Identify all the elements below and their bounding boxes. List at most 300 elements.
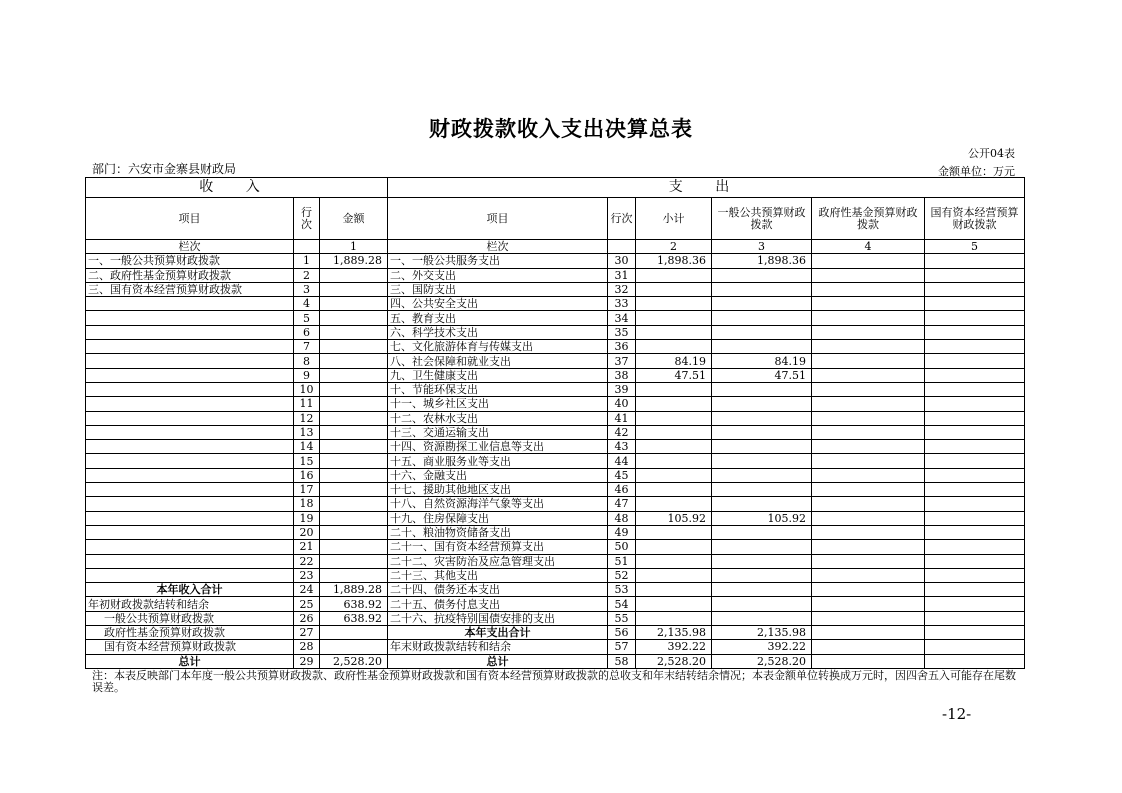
right-item: 九、卫生健康支出 [388, 368, 608, 382]
fund-budget [812, 368, 925, 382]
left-item [86, 525, 294, 539]
left-item: 一般公共预算财政拨款 [86, 611, 294, 625]
left-amount: 2,528.20 [320, 654, 388, 668]
subtotal: 392.22 [636, 640, 712, 654]
capital-budget [925, 282, 1025, 296]
table-row [86, 454, 1025, 468]
column-header-row [86, 198, 1025, 240]
right-item: 二十四、债务还本支出 [388, 583, 608, 597]
capital-budget [925, 468, 1025, 482]
fund-budget [812, 554, 925, 568]
right-item: 五、教育支出 [388, 311, 608, 325]
general-budget: 392.22 [712, 640, 812, 654]
capital-budget [925, 497, 1025, 511]
table-row [86, 640, 1025, 654]
fund-budget [812, 268, 925, 282]
subtotal: 84.19 [636, 354, 712, 368]
right-line: 56 [608, 626, 636, 640]
header-expense-line: 行次 [608, 198, 636, 240]
general-budget [712, 568, 812, 582]
table-row [86, 568, 1025, 582]
right-line: 52 [608, 568, 636, 582]
left-item [86, 568, 294, 582]
subtotal [636, 540, 712, 554]
fund-budget [812, 497, 925, 511]
right-line: 36 [608, 340, 636, 354]
left-amount [320, 368, 388, 382]
left-amount [320, 440, 388, 454]
fund-budget [812, 425, 925, 439]
right-item: 二十、粮油物资储备支出 [388, 525, 608, 539]
table-row [86, 397, 1025, 411]
fund-budget [812, 382, 925, 396]
left-amount [320, 483, 388, 497]
fund-budget [812, 454, 925, 468]
fund-budget [812, 340, 925, 354]
subtotal [636, 282, 712, 296]
left-item [86, 325, 294, 339]
left-item: 总计 [86, 654, 294, 668]
table-row [86, 368, 1025, 382]
capital-budget [925, 325, 1025, 339]
table-row [86, 654, 1025, 668]
right-line: 33 [608, 297, 636, 311]
fund-budget [812, 540, 925, 554]
right-item: 二十二、灾害防治及应急管理支出 [388, 554, 608, 568]
table-row [86, 497, 1025, 511]
fund-budget [812, 440, 925, 454]
col-4: 4 [812, 240, 925, 254]
left-amount [320, 425, 388, 439]
table-row [86, 282, 1025, 296]
right-item: 二十五、债务付息支出 [388, 597, 608, 611]
left-item [86, 311, 294, 325]
fund-budget [812, 282, 925, 296]
fund-budget [812, 468, 925, 482]
header-income-line: 行次 [294, 198, 320, 240]
left-amount [320, 411, 388, 425]
capital-budget [925, 483, 1025, 497]
table-row [86, 483, 1025, 497]
general-budget [712, 325, 812, 339]
capital-budget [925, 411, 1025, 425]
right-line: 55 [608, 611, 636, 625]
left-line: 4 [294, 297, 320, 311]
right-line: 31 [608, 268, 636, 282]
right-line: 50 [608, 540, 636, 554]
capital-budget [925, 254, 1025, 268]
left-item: 国有资本经营预算财政拨款 [86, 640, 294, 654]
left-line: 20 [294, 525, 320, 539]
right-line: 40 [608, 397, 636, 411]
left-item [86, 554, 294, 568]
subtotal [636, 425, 712, 439]
left-line: 6 [294, 325, 320, 339]
left-line: 16 [294, 468, 320, 482]
left-line: 17 [294, 483, 320, 497]
subtotal [636, 554, 712, 568]
left-amount [320, 540, 388, 554]
table-row [86, 411, 1025, 425]
left-amount [320, 282, 388, 296]
general-budget [712, 382, 812, 396]
left-line: 12 [294, 411, 320, 425]
right-item: 十三、交通运输支出 [388, 425, 608, 439]
general-budget [712, 497, 812, 511]
capital-budget [925, 525, 1025, 539]
capital-budget [925, 454, 1025, 468]
subtotal [636, 483, 712, 497]
right-item: 二、外交支出 [388, 268, 608, 282]
left-line: 9 [294, 368, 320, 382]
table-row [86, 468, 1025, 482]
table-row [86, 354, 1025, 368]
right-item: 十四、资源勘探工业信息等支出 [388, 440, 608, 454]
general-budget [712, 340, 812, 354]
fund-budget [812, 254, 925, 268]
table-row [86, 325, 1025, 339]
header-subtotal: 小计 [636, 198, 712, 240]
subtotal [636, 454, 712, 468]
right-line: 43 [608, 440, 636, 454]
right-line: 47 [608, 497, 636, 511]
general-budget [712, 425, 812, 439]
right-item: 十一、城乡社区支出 [388, 397, 608, 411]
subtotal [636, 525, 712, 539]
right-line: 42 [608, 425, 636, 439]
left-amount [320, 454, 388, 468]
general-budget [712, 483, 812, 497]
general-budget [712, 583, 812, 597]
table-row [86, 268, 1025, 282]
left-line: 24 [294, 583, 320, 597]
left-item [86, 382, 294, 396]
general-budget: 105.92 [712, 511, 812, 525]
subtotal [636, 382, 712, 396]
capital-budget [925, 425, 1025, 439]
subtotal: 105.92 [636, 511, 712, 525]
table-row [86, 311, 1025, 325]
right-line: 58 [608, 654, 636, 668]
subtotal [636, 497, 712, 511]
subtotal [636, 297, 712, 311]
right-item: 总计 [388, 654, 608, 668]
capital-budget [925, 297, 1025, 311]
left-amount [320, 340, 388, 354]
left-amount [320, 497, 388, 511]
fund-budget [812, 511, 925, 525]
left-line: 8 [294, 354, 320, 368]
capital-budget [925, 440, 1025, 454]
right-item: 四、公共安全支出 [388, 297, 608, 311]
right-item: 八、社会保障和就业支出 [388, 354, 608, 368]
col-5: 5 [925, 240, 1025, 254]
right-line: 41 [608, 411, 636, 425]
column-number-row [86, 240, 1025, 254]
left-amount [320, 511, 388, 525]
fund-budget [812, 583, 925, 597]
general-budget [712, 597, 812, 611]
left-amount [320, 397, 388, 411]
left-item: 本年收入合计 [86, 583, 294, 597]
left-item [86, 468, 294, 482]
income-section: 收 入 [86, 178, 388, 198]
table-row [86, 583, 1025, 597]
general-budget: 1,898.36 [712, 254, 812, 268]
left-item [86, 511, 294, 525]
subtotal [636, 397, 712, 411]
subtotal [636, 440, 712, 454]
capital-budget [925, 583, 1025, 597]
header-general-budget: 一般公共预算财政拨款 [712, 198, 812, 240]
col-blank [294, 240, 320, 254]
capital-budget [925, 354, 1025, 368]
left-item [86, 497, 294, 511]
general-budget: 47.51 [712, 368, 812, 382]
left-line: 26 [294, 611, 320, 625]
header-income-item: 项目 [86, 198, 294, 240]
subtotal [636, 411, 712, 425]
left-item [86, 411, 294, 425]
general-budget [712, 540, 812, 554]
table-row [86, 597, 1025, 611]
right-line: 51 [608, 554, 636, 568]
right-item: 六、科学技术支出 [388, 325, 608, 339]
table-row [86, 525, 1025, 539]
left-item [86, 540, 294, 554]
fund-budget [812, 297, 925, 311]
capital-budget [925, 511, 1025, 525]
fund-budget [812, 411, 925, 425]
table-row [86, 554, 1025, 568]
department-label: 部门：六安市金寨县财政局 [92, 162, 237, 176]
header-expense-item: 项目 [388, 198, 608, 240]
capital-budget [925, 397, 1025, 411]
general-budget [712, 397, 812, 411]
left-amount: 638.92 [320, 597, 388, 611]
col-3: 3 [712, 240, 812, 254]
capital-budget [925, 626, 1025, 640]
left-amount [320, 311, 388, 325]
left-item: 年初财政拨款结转和结余 [86, 597, 294, 611]
capital-budget [925, 611, 1025, 625]
left-item [86, 454, 294, 468]
right-line: 54 [608, 597, 636, 611]
general-budget [712, 282, 812, 296]
table-row [86, 440, 1025, 454]
fund-budget [812, 483, 925, 497]
left-line: 13 [294, 425, 320, 439]
subtotal [636, 468, 712, 482]
fund-budget [812, 611, 925, 625]
header-income-amount: 金额 [320, 198, 388, 240]
left-item: 二、政府性基金预算财政拨款 [86, 268, 294, 282]
left-item [86, 425, 294, 439]
right-item: 一、一般公共服务支出 [388, 254, 608, 268]
general-budget [712, 311, 812, 325]
right-line: 32 [608, 282, 636, 296]
table-row [86, 425, 1025, 439]
capital-budget [925, 640, 1025, 654]
table-row [86, 297, 1025, 311]
left-line: 2 [294, 268, 320, 282]
table-row [86, 626, 1025, 640]
right-item: 三、国防支出 [388, 282, 608, 296]
form-number: 公开04表 [968, 147, 1015, 160]
left-item: 一、一般公共预算财政拨款 [86, 254, 294, 268]
left-item [86, 354, 294, 368]
capital-budget [925, 654, 1025, 668]
col-label-income: 栏次 [86, 240, 294, 254]
general-budget: 2,135.98 [712, 626, 812, 640]
capital-budget [925, 368, 1025, 382]
capital-budget [925, 311, 1025, 325]
left-line: 7 [294, 340, 320, 354]
left-line: 1 [294, 254, 320, 268]
left-amount [320, 525, 388, 539]
left-amount [320, 626, 388, 640]
left-line: 27 [294, 626, 320, 640]
right-line: 48 [608, 511, 636, 525]
left-line: 28 [294, 640, 320, 654]
right-item: 本年支出合计 [388, 626, 608, 640]
left-item [86, 483, 294, 497]
page-title: 财政拨款收入支出决算总表 [429, 116, 693, 141]
table-row [86, 611, 1025, 625]
left-amount [320, 468, 388, 482]
left-line: 15 [294, 454, 320, 468]
capital-budget [925, 540, 1025, 554]
general-budget [712, 525, 812, 539]
table-row [86, 254, 1025, 268]
general-budget: 84.19 [712, 354, 812, 368]
left-line: 14 [294, 440, 320, 454]
right-line: 35 [608, 325, 636, 339]
left-item [86, 397, 294, 411]
page-number: -12- [942, 705, 972, 723]
general-budget [712, 440, 812, 454]
general-budget: 2,528.20 [712, 654, 812, 668]
left-line: 18 [294, 497, 320, 511]
subtotal: 2,135.98 [636, 626, 712, 640]
left-amount [320, 640, 388, 654]
fund-budget [812, 654, 925, 668]
left-item [86, 297, 294, 311]
left-amount [320, 325, 388, 339]
subtotal [636, 597, 712, 611]
left-line: 11 [294, 397, 320, 411]
subtotal: 1,898.36 [636, 254, 712, 268]
capital-budget [925, 340, 1025, 354]
col-label-expense: 栏次 [388, 240, 608, 254]
right-line: 30 [608, 254, 636, 268]
right-item: 年末财政拨款结转和结余 [388, 640, 608, 654]
right-item: 十七、援助其他地区支出 [388, 483, 608, 497]
left-amount: 1,889.28 [320, 583, 388, 597]
right-item: 十九、住房保障支出 [388, 511, 608, 525]
subtotal [636, 568, 712, 582]
right-line: 46 [608, 483, 636, 497]
expense-section: 支 出 [388, 178, 1025, 198]
right-item: 十五、商业服务业等支出 [388, 454, 608, 468]
right-line: 38 [608, 368, 636, 382]
right-line: 57 [608, 640, 636, 654]
fund-budget [812, 354, 925, 368]
general-budget [712, 554, 812, 568]
subtotal [636, 268, 712, 282]
table-row [86, 540, 1025, 554]
left-line: 19 [294, 511, 320, 525]
header-capital-budget: 国有资本经营预算财政拨款 [925, 198, 1025, 240]
fund-budget [812, 597, 925, 611]
general-budget [712, 297, 812, 311]
right-line: 45 [608, 468, 636, 482]
left-amount [320, 554, 388, 568]
capital-budget [925, 554, 1025, 568]
left-line: 23 [294, 568, 320, 582]
fund-budget [812, 626, 925, 640]
general-budget [712, 454, 812, 468]
right-line: 37 [608, 354, 636, 368]
capital-budget [925, 568, 1025, 582]
capital-budget [925, 268, 1025, 282]
subtotal: 47.51 [636, 368, 712, 382]
right-item: 十、节能环保支出 [388, 382, 608, 396]
left-amount: 1,889.28 [320, 254, 388, 268]
right-line: 34 [608, 311, 636, 325]
right-item: 十八、自然资源海洋气象等支出 [388, 497, 608, 511]
left-amount [320, 354, 388, 368]
footnote: 注：本表反映部门本年度一般公共预算财政拨款、政府性基金预算财政拨款和国有资本经营预算财政拨款的总收支和年末结转结余情况；本表金额单位转换成万元时，因四舍五入可能存在尾数误差。 [92, 669, 1016, 694]
unit-label: 金额单位：万元 [938, 165, 1015, 178]
right-item: 二十三、其他支出 [388, 568, 608, 582]
col-1: 1 [320, 240, 388, 254]
left-line: 3 [294, 282, 320, 296]
header-fund-budget: 政府性基金预算财政拨款 [812, 198, 925, 240]
right-item: 二十六、抗疫特别国债安排的支出 [388, 611, 608, 625]
right-item: 二十一、国有资本经营预算支出 [388, 540, 608, 554]
fund-budget [812, 397, 925, 411]
left-amount [320, 568, 388, 582]
budget-table [85, 177, 1025, 669]
table-row [86, 382, 1025, 396]
right-line: 49 [608, 525, 636, 539]
general-budget [712, 611, 812, 625]
left-item [86, 440, 294, 454]
general-budget [712, 268, 812, 282]
fund-budget [812, 525, 925, 539]
table-row [86, 340, 1025, 354]
fund-budget [812, 568, 925, 582]
subtotal: 2,528.20 [636, 654, 712, 668]
left-line: 21 [294, 540, 320, 554]
right-line: 44 [608, 454, 636, 468]
general-budget [712, 411, 812, 425]
table-row [86, 511, 1025, 525]
left-line: 5 [294, 311, 320, 325]
left-item [86, 368, 294, 382]
subtotal [636, 583, 712, 597]
capital-budget [925, 382, 1025, 396]
left-item: 三、国有资本经营预算财政拨款 [86, 282, 294, 296]
fund-budget [812, 311, 925, 325]
subtotal [636, 311, 712, 325]
left-amount [320, 382, 388, 396]
general-budget [712, 468, 812, 482]
left-amount: 638.92 [320, 611, 388, 625]
subtotal [636, 340, 712, 354]
fund-budget [812, 640, 925, 654]
